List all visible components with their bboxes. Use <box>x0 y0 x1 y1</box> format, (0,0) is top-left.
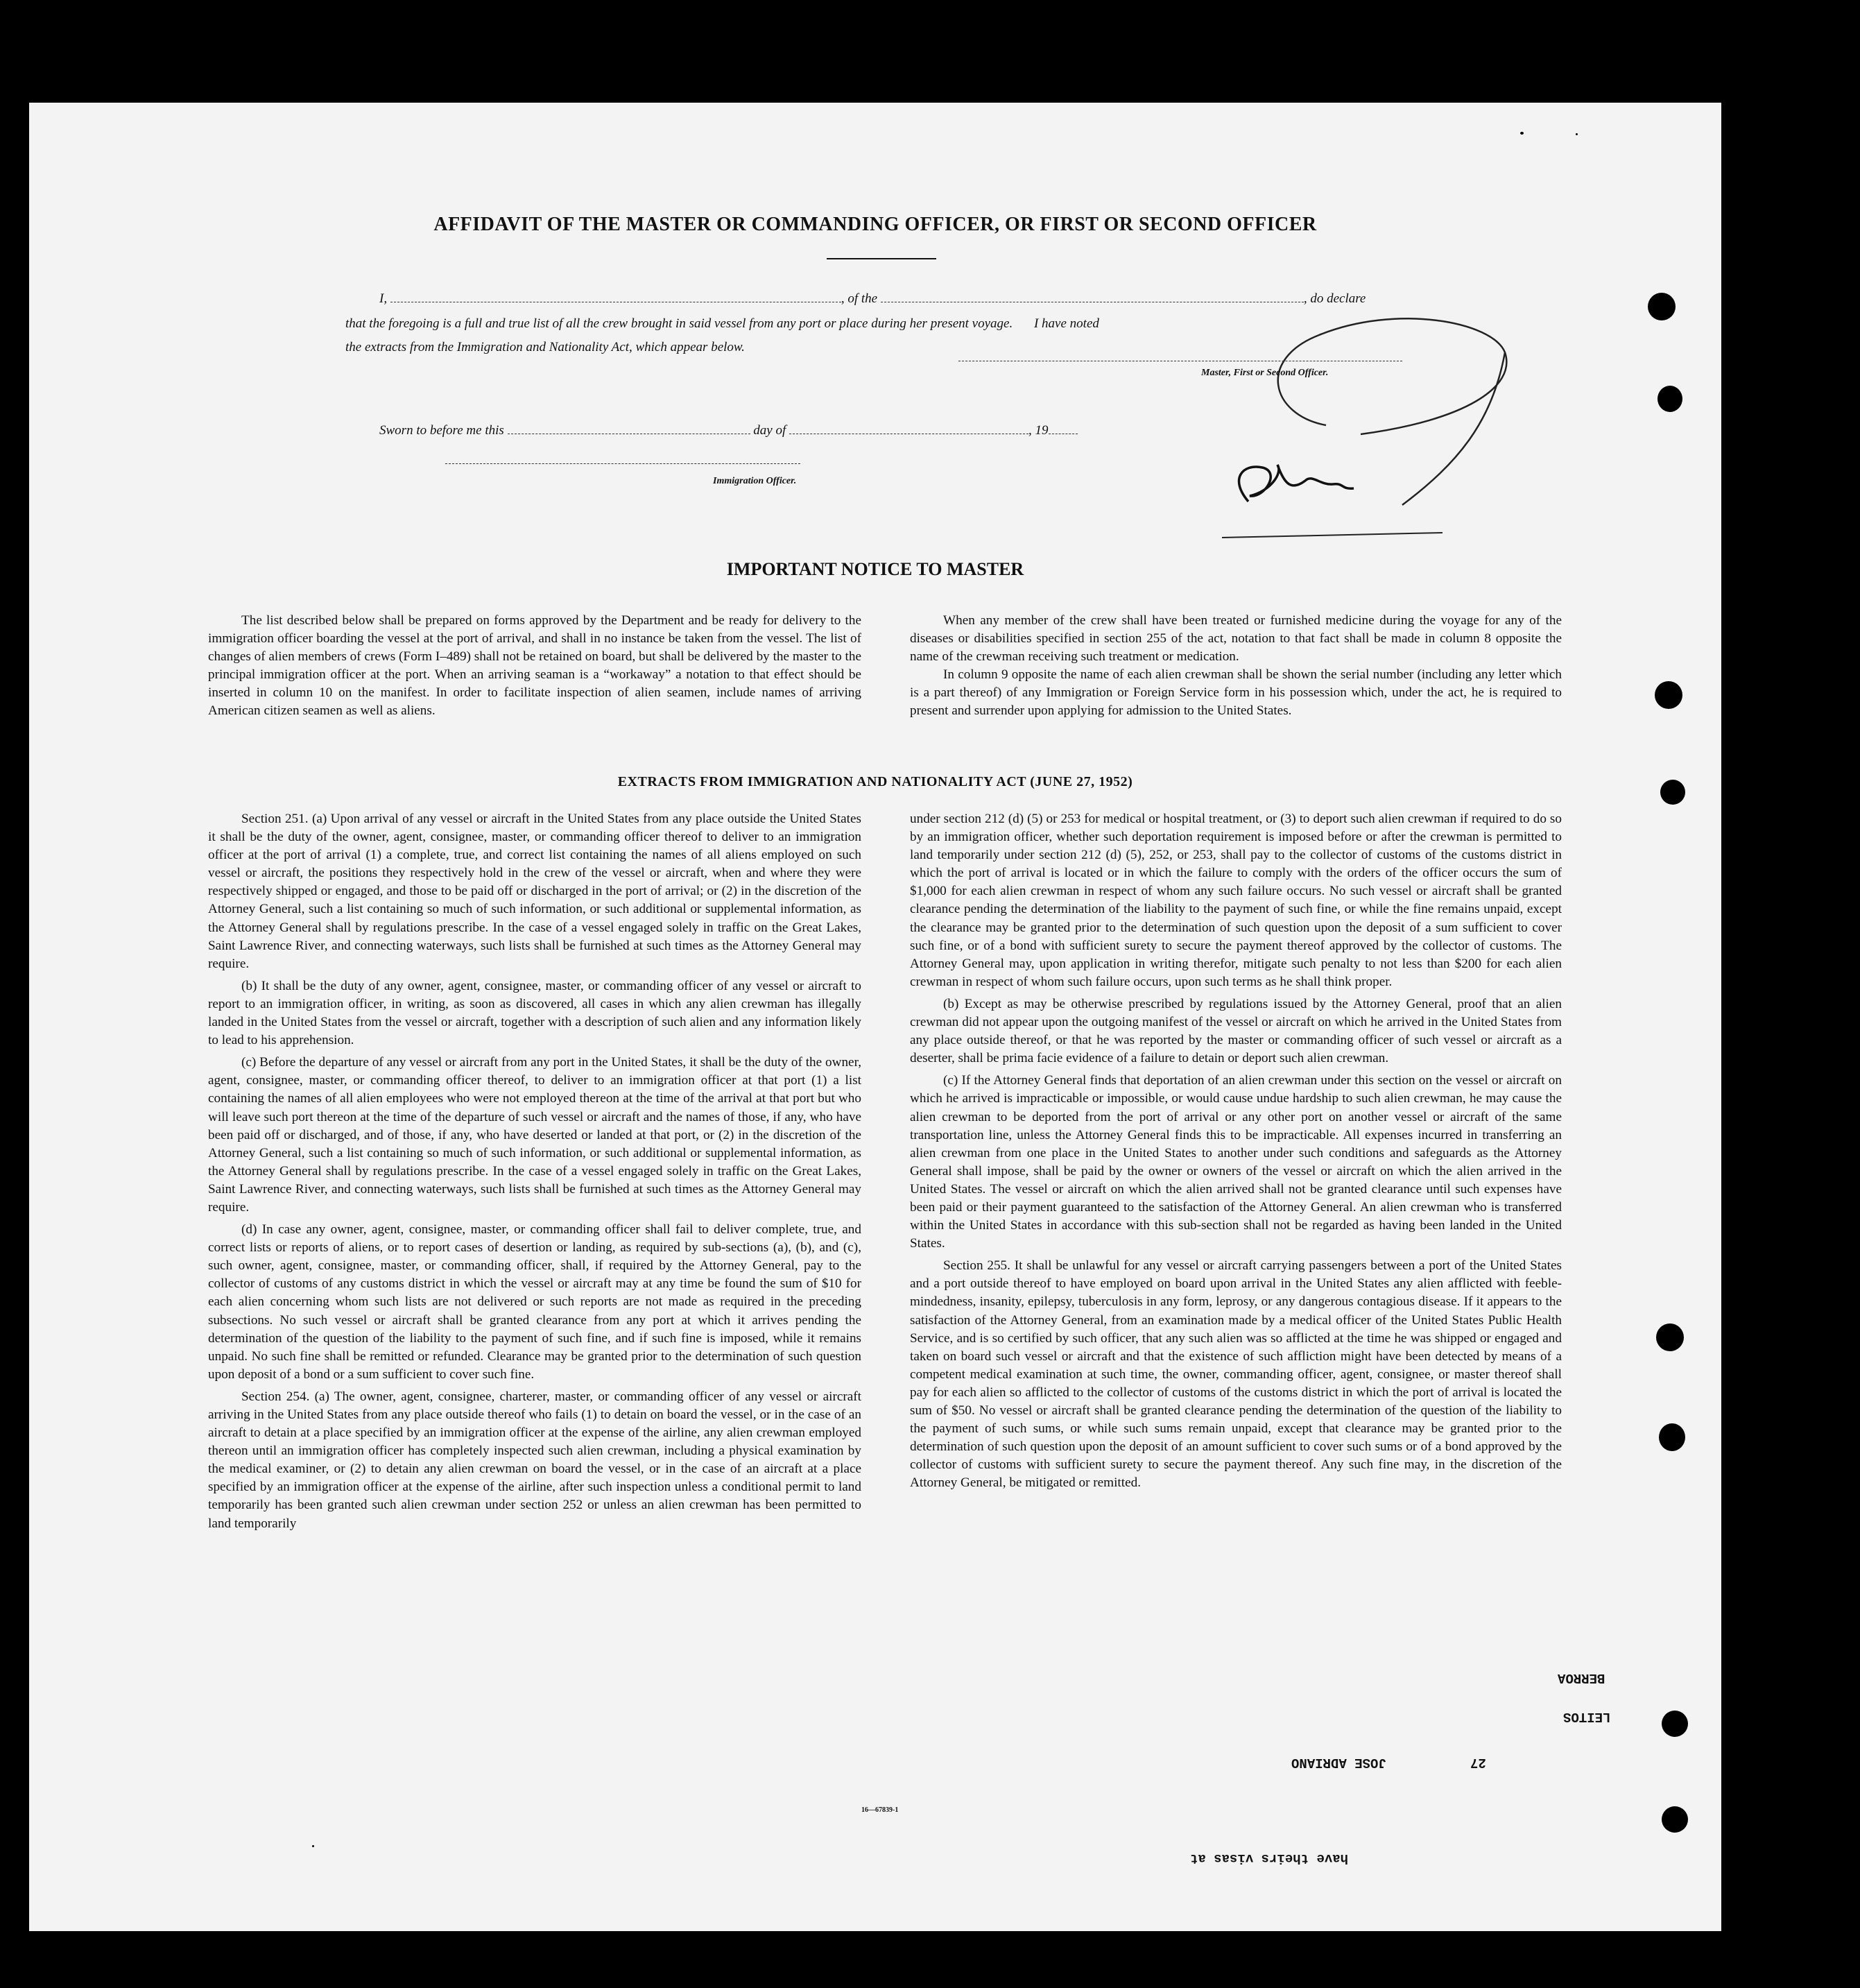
section-254c: (c) If the Attorney General finds that deportation of an alien crewman under this section on the vessel or aircraft on which he arrived is impracticable or impossible, or would cause undue hardship to such alien crewman, he may cause the alien crewman to be deported from the port of arrival or any other port on another vessel or aircraft of the same transportation line, unless the Attorney General finds this to be impracticable. All expenses incurred in transferring an alien crewman from one place in the United States to another under such conditions and safeguards as the Attorney General shall impose, shall be paid by the owner or owners of the vessel or aircraft on which the alien arrived in the United States. The vessel or aircraft on which the alien arrived shall not be granted clearance until such expenses have been paid or their payment guaranteed to the satisfaction of the Attorney General. An alien crewman who is transferred within the United States in accordance with this sub-section shall not be regarded as having been landed in the United States. <box>910 1073 1562 1251</box>
punch-hole <box>1648 293 1676 320</box>
section-254a: Section 254. (a) The owner, agent, consignee, charterer, master, or commanding officer of any vessel or aircraft arriving in the United States from any place outside thereof who fails (1) to detain on board the vessel, or in the case of an aircraft to detain at a place specified by an immigration officer at the expense of the airline, any alien crewman employed thereon until an immigration officer has completely inspected such alien crewman, including a physical examination by the medical examiner, or (2) to detain any alien crewman on board the vessel, or in the case of an aircraft at a place specified by an immigration officer at the expense of the airline, after such inspection unless a conditional permit to land temporarily has been granted such alien crewman under section 252 or unless an alien crewman has been permitted to land temporarily <box>208 1389 861 1531</box>
immigration-officer-line[interactable] <box>445 463 800 464</box>
extracts-title: EXTRACTS FROM IMMIGRATION AND NATIONALITY ACT (JUNE 27, 1952) <box>617 774 1133 789</box>
bleed-number-text: 27 <box>1470 1755 1487 1770</box>
affidavit-title: AFFIDAVIT OF THE MASTER OR COMMANDING OFFICER, OR FIRST OR SECOND OFFICER <box>433 214 1317 235</box>
bleed-through-name <box>1291 1755 1486 1770</box>
extracts-right-column <box>910 810 1562 1492</box>
notice-paragraph: The list described below shall be prepared on forms approved by the Department and be ready for delivery to the immigration officer boarding the vessel at the port of arrival, and shall in no instance be taken from the vessel. The list of changes of alien members of crews (Form I–489) shall not be retained on board, but shall be delivered by the master to the principal immigration officer at the port. When an arriving seaman is a “workaway” a notation to that effect should be inserted in column 10 on the manifest. In order to facilitate inspection of alien seamen, include names of arriving American citizen seamen as well as aliens. <box>208 613 861 719</box>
section-254b: (b) Except as may be otherwise prescribed by regulations issued by the Attorney General, proof that an alien crewman did not appear upon the outgoing manifest of the vessel or aircraft on which he arrived in the United States from any place outside thereof, or that he was reported by the master or commanding officer of such vessel or aircraft as a deserter, shall be prima facie evidence of a failure to detain or deport such alien crewman. <box>910 996 1562 1066</box>
section-251b: (b) It shall be the duty of any owner, agent, consignee, master, or commanding officer of any vessel or aircraft to report to an immigration officer, in writing, as soon as discovered, all cases in which any alien crewman has illegally landed in the United States from the vessel or aircraft, together with a description of such alien and any information likely to lead to his apprehension. <box>208 978 861 1048</box>
extracts-left-column <box>208 810 861 1533</box>
speck <box>1520 132 1524 135</box>
declaration-line-3: the extracts from the Immigration and Nationality Act, which appear below. <box>345 340 745 354</box>
form-number: 16—67839-1 <box>861 1806 899 1814</box>
bleed-through-fragment-1 <box>1558 1670 1605 1686</box>
bleed-through-bottom <box>1190 1851 1348 1866</box>
noted-text: I have noted <box>1033 316 1099 331</box>
bleed-bottom-text: have theirs visas at <box>1190 1851 1349 1866</box>
declarant-label: I, <box>379 291 388 306</box>
declare-label: , do declare <box>1303 291 1366 306</box>
day-of-label: day of <box>753 423 786 438</box>
section-254a-continued: under section 212 (d) (5) or 253 for medical or hospital treatment, or (3) to deport such alien crewman if required to do so by an immigration officer, whether such deportation requirement is imposed before or after the crewman is permitted to land temporarily under section 212 (d) (5), 252, or 253, shall pay to the collector of customs of the customs district in which the port of arrival is located or in which the failure to comply with the orders of the officer occurs the sum of $1,000 for each alien crewman in respect of whom any such failure occurs. No such vessel or aircraft shall be granted clearance pending the determination of the liability to the payment of such fine, or while the fine remains unpaid, except the clearance may be granted prior to the determination of such question upon the deposit of a sum sufficient to cover such fine, or of a bond with sufficient surety to secure the payment thereof approved by the collector of customs. The Attorney General may, upon application in writing therefor, mitigate such penalty to not less than $200 for each alien crewman in respect of whom such failure occurs, upon such terms as he shall think proper. <box>910 812 1562 989</box>
notice-paragraph: When any member of the crew shall have been treated or furnished medicine during the voyage for any of the diseases or disabilities specified in section 255 of the act, notation to that fact shall be made in column 8 opposite the name of the crewman receiving such treatment or medication. <box>910 613 1562 665</box>
punch-hole <box>1662 1806 1688 1833</box>
bleed-fragment-text: LEITOS <box>1563 1709 1611 1724</box>
notice-title: IMPORTANT NOTICE TO MASTER <box>726 559 1024 579</box>
section-255: Section 255. It shall be unlawful for any vessel or aircraft carrying passengers between a port of the United States and a port outside thereof to have employed on board upon arrival in the United States any alien afflicted with feeble-mindedness, insanity, epilepsy, tuberculosis in any form, leprosy, or any dangerous contagious disease. If it appears to the satisfaction of the Attorney General, from an examination made by a medical officer of the United States Public Health Service, and is so certified by such officer, that any such alien was so afflicted at the time he was shipped or engaged and taken on board such vessel or aircraft and that the existence of such affliction might have been detected by means of a competent medical examination at such time, the owner, commanding officer, agent, consignee, or master thereof shall pay for each alien so afflicted to the collector of customs of the customs district in which the port of arrival is located the sum of $50. No vessel or aircraft shall be granted clearance pending the determination of the question of the liability to the payment of such sums, or while such sums remain unpaid, except that clearance may be granted prior to the determination of such question upon the deposit of an amount sufficient to cover such sums or of a bond approved by the collector of customs with sufficient surety to secure the payment thereof. Any such fine may, in the discretion of the Attorney General, be mitigated or remitted. <box>910 1258 1562 1491</box>
notice-right-column <box>910 612 1562 721</box>
section-251d: (d) In case any owner, agent, consignee, master, or commanding officer shall fail to deliver complete, true, and correct lists or reports of aliens, or to report cases of desertion or landing, as required by sub-sections (a), (b), and (c), such owner, agent, consignee, master, or commanding officer, shall, if required by the Attorney General, pay to the collector of customs of any customs district in which the vessel or aircraft may at any time be found the sum of $10 for each alien concerning whom such lists are not delivered or such reports are not made as required in the preceding subsections. No such vessel or aircraft shall be granted clearance from any port at which it arrives pending the determination of the question of the liability to the payment of such fine, and if such fine is imposed, while it remains unpaid. No such fine shall be remitted or refunded. Clearance may be granted prior to the determination of such question upon deposit of a bond or a sum sufficient to cover such fine. <box>208 1222 861 1382</box>
vessel-label: , of the <box>841 291 878 306</box>
immigration-officer-label: Immigration Officer. <box>713 476 797 486</box>
year-label: , 19 <box>1028 423 1049 438</box>
master-signature-label: Master, First or Second Officer. <box>1201 368 1329 378</box>
bleed-through-fragment-2 <box>1563 1709 1610 1724</box>
sworn-line <box>379 423 1078 438</box>
signature-mark <box>1166 255 1610 581</box>
speck <box>1576 133 1578 135</box>
punch-hole <box>1655 681 1682 709</box>
notice-left-column <box>208 612 861 721</box>
punch-hole <box>1660 780 1685 805</box>
notice-paragraph: In column 9 opposite the name of each alien crewman shall be shown the serial number (including any letter which is a part thereof) of any Immigration or Foreign Service form in his possession which, under the act, he is required to present and surrender upon applying for admission to the United States. <box>910 667 1562 719</box>
title-underline <box>827 258 936 259</box>
punch-hole <box>1662 1711 1688 1737</box>
section-251a: Section 251. (a) Upon arrival of any vessel or aircraft in the United States from any place outside the United States it shall be the duty of the owner, agent, consignee, master, or commanding officer thereof to deliver to an immigration officer at the port of arrival (1) a complete, true, and correct list containing the names of all aliens employed on such vessel or aircraft, the positions they respectively hold in the crew of the vessel or aircraft, when and where they were respectively shipped or engaged, and those to be paid off or discharged in the port of arrival; or (2) in the discretion of the Attorney General, such a list containing so much of such information, or such additional or supplemental information, as the Attorney General shall by regulations prescribe. In the case of a vessel engaged solely in traffic on the Great Lakes, Saint Lawrence River, and connecting waterways, such lists shall be furnished at such times as the Attorney General may require. <box>208 812 861 971</box>
sworn-label: Sworn to before me this <box>379 423 504 438</box>
bleed-name-text: JOSE ADRIANO <box>1291 1755 1386 1770</box>
punch-hole <box>1656 1323 1684 1351</box>
bleed-fragment-text: BERROA <box>1558 1670 1605 1686</box>
form-page <box>29 103 1721 1931</box>
section-251c: (c) Before the departure of any vessel or aircraft from any port in the United States, it shall be the duty of the owner, agent, consignee, master, or commanding officer thereof, to deliver to an immigration officer at that port (1) a list containing the names of all alien employees who were not employed thereon at the time of the arrival at that port but who will leave such port thereon at the time of the departure of such vessel or aircraft and the names of those, if any, who have been paid off or discharged, and of those, if any, who have deserted or landed at that port, or (2) in the discretion of the Attorney General, such a list containing so much of such information, or such additional or supplemental information, as the Attorney General shall by regulations prescribe. In the case of a vessel engaged solely in traffic on the Great Lakes, Saint Lawrence River, and connecting waterways, such lists shall be furnished at such times as the Attorney General may require. <box>208 1055 861 1215</box>
declaration-text: that the foregoing is a full and true list of all the crew brought in said vessel from any port or place during her present voyage. <box>345 316 1013 331</box>
declaration-line-2 <box>345 316 1099 332</box>
punch-hole <box>1657 386 1682 412</box>
speck <box>312 1845 314 1847</box>
punch-hole <box>1659 1423 1685 1451</box>
